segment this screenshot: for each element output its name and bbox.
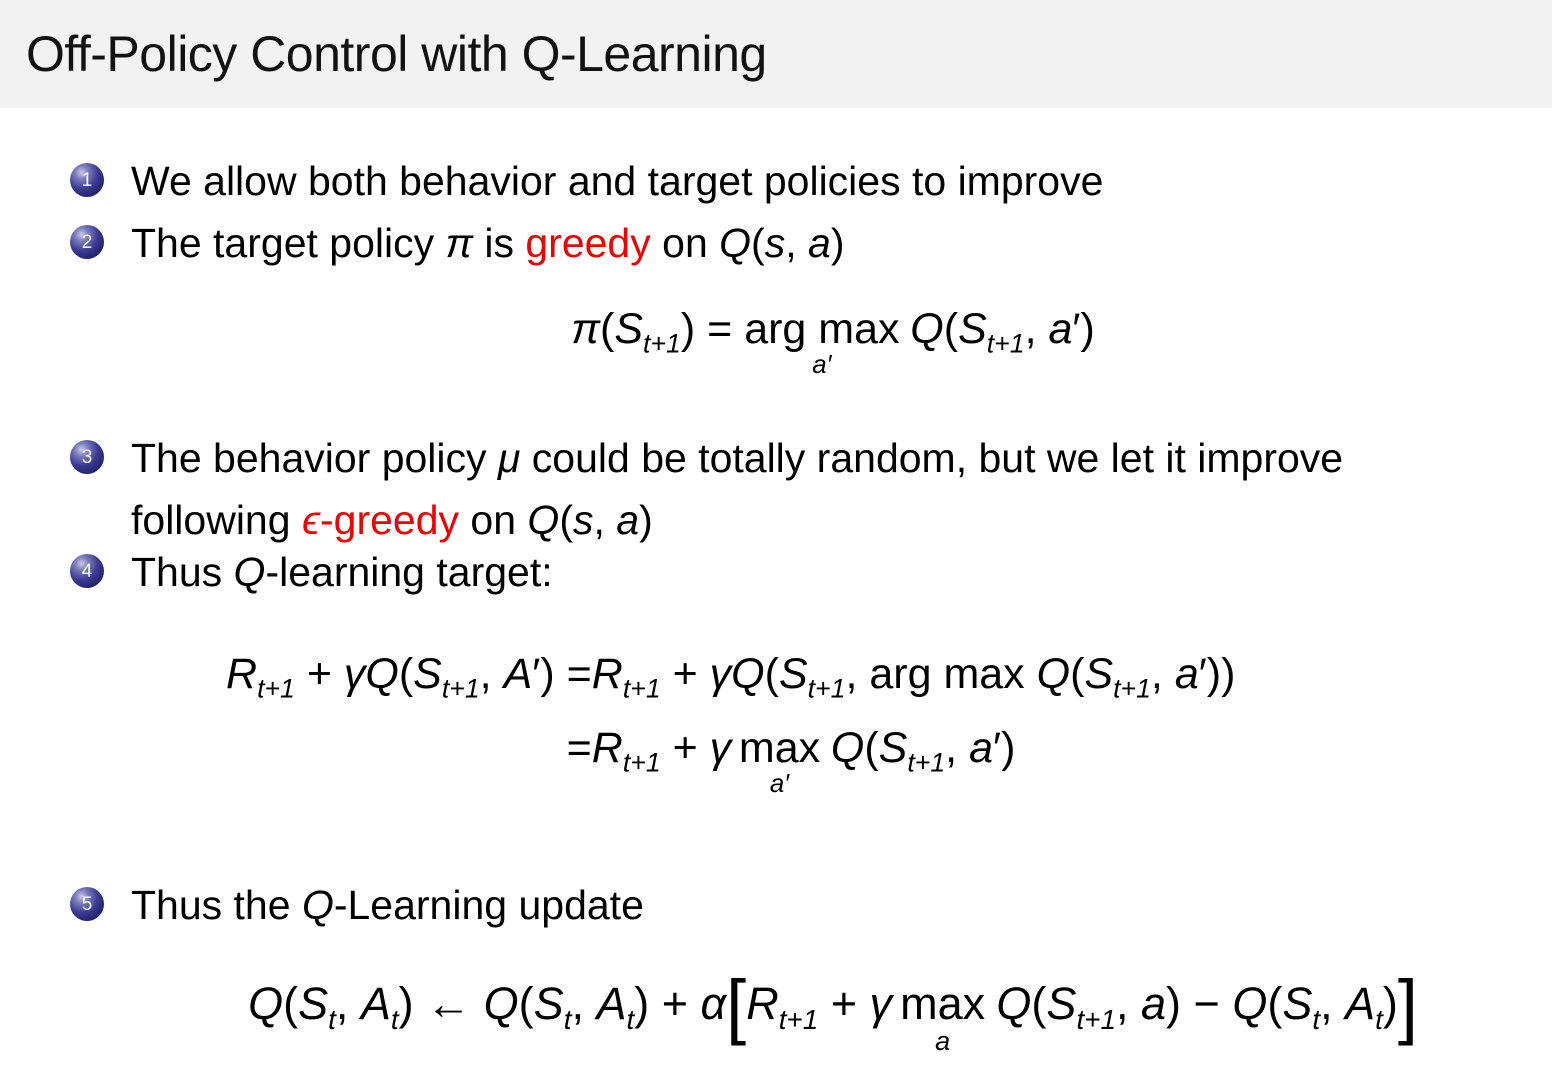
list-item-5 <box>70 874 1532 936</box>
item-text-2: The target policy π is greedy on Q(s, a) <box>131 220 845 266</box>
formula-greedy-policy: $\pi(S_{t+1})$ = arg max a′ $Q(S_{t+1}$, a′) <box>571 305 1095 380</box>
list-item-4 <box>70 541 1532 603</box>
item-number-label: 2 <box>81 231 93 253</box>
item-number-ball-1 <box>70 163 104 197</box>
item-number-ball-3 <box>70 440 104 474</box>
item-text-4: Thus Q-learning target: <box>131 549 553 595</box>
item-text-3: The behavior policy μ could be totally random, but we let it improve following ϵ-greedy on Q(s, a) <box>131 435 1344 543</box>
item-text-1: We allow both behavior and target policies to improve <box>131 158 1104 204</box>
list-item-3 <box>70 427 1532 551</box>
formula-q-learning-update: $Q(S_t$, $A_t$) ← $Q(S_t$, $A_t) + \alpha[R_{t+1} + \gamma$ max a $Q(S_{t+1}$, $a) - Q(S_t$, $A_t$)] <box>248 966 1418 1057</box>
item-number-ball-4 <box>70 554 104 588</box>
title-bar <box>0 0 1552 108</box>
slide-title: Off-Policy Control with Q-Learning <box>26 26 767 82</box>
item-number-label: 5 <box>81 893 93 915</box>
item-number-label: 1 <box>81 169 93 191</box>
target-equation-rhs-line1: $=R_{t+1} + \gamma Q(S_{t+1}$, arg $\max Q(S_{t+1}$, a′)) <box>566 650 1236 704</box>
formula-q-learning-target <box>226 650 1235 798</box>
target-equation-rhs-line2: $=R_{t+1} + \gamma$ max a′ $Q(S_{t+1}$, a′) <box>566 724 1016 799</box>
list-item-2 <box>70 212 1532 274</box>
item-number-label: 4 <box>81 560 93 582</box>
list-item-1 <box>70 150 1532 212</box>
item-text-5: Thus the Q-Learning update <box>131 882 644 928</box>
item-number-ball-2 <box>70 225 104 259</box>
item-number-label: 3 <box>81 446 93 468</box>
item-number-ball-5 <box>70 887 104 921</box>
target-equation-lhs: $R_{t+1} + \gamma Q(S_{t+1}$, A′) <box>226 650 555 704</box>
